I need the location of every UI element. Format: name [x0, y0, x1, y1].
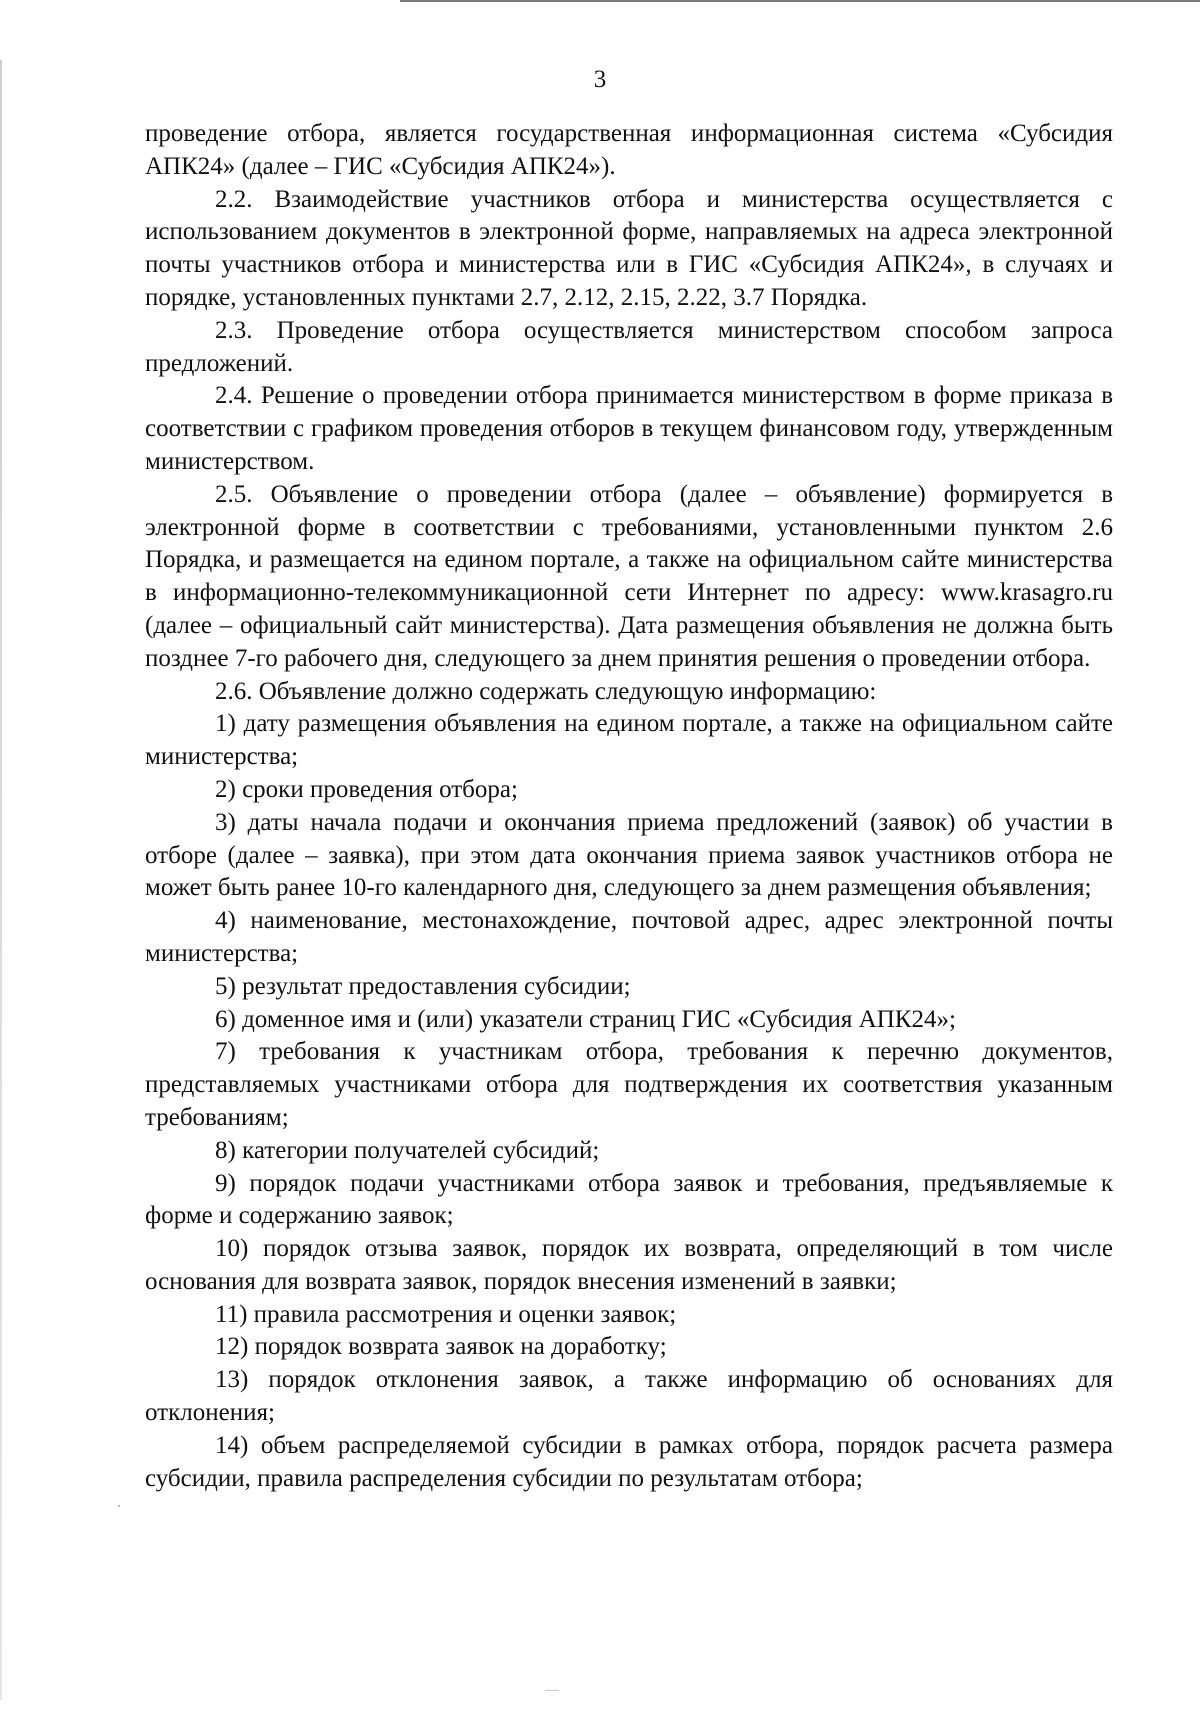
list-item-3: 3) даты начала подачи и окончания приема предложений (заявок) об участии в отборе (далее – заявка), при этом дата окончания приема заявок участников отбора не может быть ранее 10-го календарного дня, следующего за днем размещения объявления;: [145, 808, 1113, 902]
list-item-9: 9) порядок подачи участниками отбора заявок и требования, предъявляемые к форме и содержанию заявок;: [145, 1169, 1113, 1230]
list-item-6: 6) доменное имя и (или) указатели страниц ГИС «Субсидия АПК24»;: [215, 1005, 956, 1033]
paragraph-2-2: 2.2. Взаимодействие участников отбора и министерства осуществляется с использованием документов в электронной форме, направляемых на адреса электронной почты участников отбора и министерства или в ГИС «Субсидия АПК24», в случаях и порядке, установленных пунктами 2.7, 2.12, 2.15, 2.22, 3.7 Порядка.: [145, 185, 1113, 311]
document-body: [145, 118, 1113, 1495]
list-item-12: 12) порядок возврата заявок на доработку;: [215, 1333, 667, 1361]
paragraph-2-4: 2.4. Решение о проведении отбора принимается министерством в форме приказа в соответствии с графиком проведения отборов в текущем финансовом году, утвержденным министерством.: [145, 382, 1113, 475]
scan-speck: [545, 1690, 559, 1691]
paragraph-2-5: 2.5. Объявление о проведении отбора (далее – объявление) формируется в электронной форме в соответствии с требованиями, установленными пунктом 2.6 Порядка, и размещается на едином портале, а также на официальном сайте министерства в информационно-телекоммуникационной сети Интернет по адресу: www.krasagro.ru (далее – официальный сайт министерства). Дата размещения объявления не должна быть позднее 7-го рабочего дня, следующего за днем принятия решения о проведении отбора.: [145, 480, 1113, 672]
paragraph-2-3: 2.3. Проведение отбора осуществляется министерством способом запроса предложений.: [145, 316, 1113, 377]
list-item-7: 7) требования к участникам отбора, требования к перечню документов, представляемых участниками отбора для подтверждения их соответствия указанным требованиям;: [145, 1038, 1113, 1131]
scan-edge-left: [0, 60, 2, 1700]
list-item-10: 10) порядок отзыва заявок, порядок их возврата, определяющий в том числе основания для возврата заявок, порядок внесения изменений в заявки;: [145, 1235, 1113, 1295]
list-item-11: 11) правила рассмотрения и оценки заявок;: [215, 1300, 677, 1328]
list-item-13: 13) порядок отклонения заявок, а также информацию об основаниях для отклонения;: [145, 1366, 1113, 1427]
list-item-1: 1) дату размещения объявления на едином портале, а также на официальном сайте министерства;: [145, 710, 1113, 771]
scan-edge-top: [400, 0, 1200, 2]
scan-speck: [118, 1505, 120, 1507]
page-number: 3: [593, 66, 607, 93]
list-item-14: 14) объем распределяемой субсидии в рамках отбора, порядок расчета размера субсидии, правила распределения субсидии по результатам отбора;: [145, 1431, 1113, 1492]
list-item-8: 8) категории получателей субсидий;: [215, 1136, 600, 1164]
paragraph-2-6: 2.6. Объявление должно содержать следующую информацию:: [215, 677, 877, 705]
list-item-4: 4) наименование, местонахождение, почтовой адрес, адрес электронной почты министерства;: [145, 907, 1113, 967]
paragraph-continuation: проведение отбора, является государственная информационная система «Субсидия АПК24» (далее – ГИС «Субсидия АПК24»).: [145, 120, 1113, 180]
list-item-2: 2) сроки проведения отбора;: [215, 775, 518, 803]
list-item-5: 5) результат предоставления субсидии;: [215, 972, 631, 1000]
